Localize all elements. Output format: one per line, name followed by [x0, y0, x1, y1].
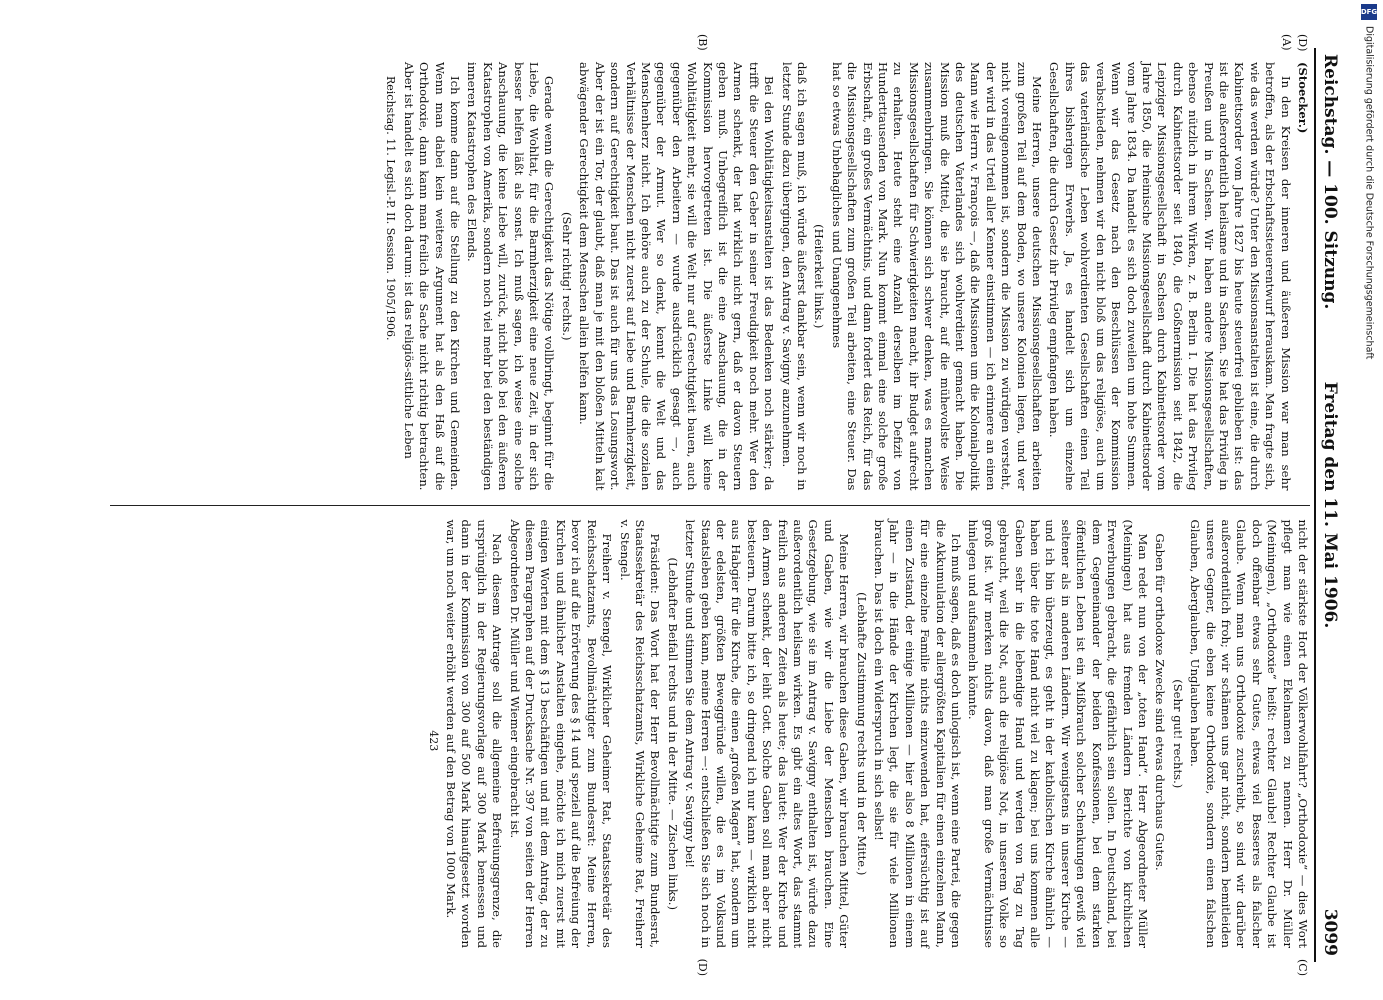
interjection: (Lebhafte Zustimmung rechts und in der Mitte.) [854, 592, 869, 876]
margin-marker-a: (A) [1280, 34, 1293, 51]
margin-marker-d: (D) [1296, 34, 1309, 52]
interjection: (Lebhafter Beifall rechts und in der Mitte. — Zischen links.) [665, 557, 680, 911]
right-column [110, 505, 1310, 976]
margin-marker-d2: (D) [696, 958, 709, 976]
header-center: Freitag den 11. Mai 1906. [1320, 381, 1340, 629]
running-header [1314, 48, 1342, 962]
paragraph: nicht der stärkste Hort der Völkerwohlfahrt? „Orthodoxie“ — dies Wort pflegt man wie einen Ekelnamen zu nennen. Herr Dr. Müller (Meiningen), „Orthodoxie“ heißt: rechter Glaube! Rechter Glaube ist doch offenbar etwas sehr Gutes, etwas viel Besseres als falscher Glaube. Wenn man uns Orthodoxie zuschreibt, so sind wir darüber außerordentlich froh; wir schämen uns gar nicht, sondern bemitleiden unsere Gegner, die eben keine Orthodoxie, sondern einen falschen Glauben, Aberglauben, Unglauben haben. [1188, 519, 1310, 948]
paragraph: Bei den Wohltätigkeitsanstalten ist das Bedenken noch stärker; da trifft die Steuer den Geber in seiner Freudigkeit noch mehr. Wer den Armen schenkt, der hat wirklich nicht gern, daß er davon Steuern geben muß. Unbegreiflich ist die eine Anschauung, die in der Kommission hervorgetreten ist. Die äußerste Linke will keine Wohltätigkeit mehr, sie will die Welt nur auf Gerechtigkeit bauen, auch gegenüber den Arbeitern — wurde ausdrücklich gesagt —, auch gegenüber der Armut. Wer so denkt, kennt die Welt und das Menschenherz nicht. Ich gehöre auch zu der Schule, die die sozialen Verhältnisse der Menschen nicht zuerst auf Liebe und Barmherzigkeit, sondern auf Gerechtigkeit baut. Das ist auch für uns das Losungswort. Aber der ist ein Tor, der glaubt, daß man je mit den bloßen Mitteln kalt abwägender Gerechtigkeit dem Menschen allein helfen kann. [577, 62, 777, 491]
header-left: Reichstag. — 100. Sitzung. [1320, 54, 1340, 310]
paragraph: Nach diesem Antrage soll die allgemeine Befreiungsgrenze, die ursprünglich in der Regierungsvorlage auf 300 Mark bemessen und dann in der Kommission von 300 auf 500 Mark hinaufgesetzt worden war, um noch weiter erhöht werden auf den Betrag von 1000 Mark. [444, 519, 505, 948]
paragraph: Meine Herren, wir brauchen diese Gaben, wir brauchen Mittel, Güter und Gaben, wie wir die Liebe der Menschen brauchen. Eine Gesetzgebung, wie sie im Antrag v. Savigny enthalten ist, würde dazu außerordentlich heilsam wirken. Es gibt ein altes Wort, das stammt freilich aus anderen Zeiten als heute; das lautet: Wer der Kirche und den Armen schenkt, der leiht Gott. Solche Gaben soll man aber nicht besteuern. Darum bitte ich, so dringend ich nur kann — wirklich nicht aus Habgier für die Kirche, die einen „großen Magen“ hat, sondern um der edelsten, größten Beweggründe willen, die es im Volksund Staatsleben geben kann, meine Herren —: entschließen Sie sich noch in letzter Stunde und stimmen Sie dem Antrag v. Savigny bei! [683, 519, 852, 948]
digitization-strip [1359, 4, 1379, 996]
speaker-line: (Stoecker.) [1296, 62, 1310, 134]
interjection: (Sehr richtig! rechts.) [559, 211, 574, 341]
header-page-number: 3099 [1320, 908, 1340, 957]
rotated-page [60, 30, 1350, 980]
paragraph: Gaben für orthodoxe Zwecke sind etwas durchaus Gutes. [1153, 533, 1168, 871]
bottom-page-number: 423 [426, 730, 440, 752]
paragraph: Meine Herren, unsere deutschen Missionsgesellschaften arbeiten zum großen Teil auf dem Boden, wo unsere Kolonien liegen, und wer nicht voreingenommen ist, sondern die Mission zu würdigen versteht, der wird in das Urteil aller Kenner einstimmen — ich erinnere an einen Mann wie Herrn v. François —, daß die Missionen um die Kolonialpolitik des deutschen Vaterlandes sich wohlverdient gemacht haben. Die Mission muß die Mittel, die sie braucht, auf die mühevollste Weise zusammenbringen. Sie können sich schwer denken, was es manchen Missionsgesellschaften für Schwierigkeiten macht, ihr Budget aufrecht zu erhalten. Heute steht eine Anzahl derselben im Defizit von Hunderttausenden von Mark. Nun kommt einmal eine solche große Erbschaft, ein großes Vermächtnis, und dann fordert das Reich, für das die Missionsgesellschaften zum großen Teil arbeiten, eine Steuer. Das hat so etwas Unbehagliches und Unangenehmes [829, 62, 1045, 491]
margin-marker-c: (C) [1296, 959, 1309, 976]
president-paragraph: Präsident: Das Wort hat der Herr Bevollmächtigte zum Bundesrat, Staatssekretär des Reichsschatzamts, Wirkliche Geheime Rat, Freiherr v. Stengel. [617, 519, 663, 948]
dfg-logo: DFG [1361, 4, 1377, 20]
paragraph: Ich muß sagen, daß es doch unlogisch ist, wenn eine Partei, die gegen die Akkumulation der allergrößten Kapitalien für einen einzelnen Mann, für eine einzelne Familie nichts einzuwenden hat, eifersüchtig ist auf einen Zustand, der einige Millionen — hier also 8 Millionen in einem Jahr — in die Hände der Kirchen legt, die sie für viele Millionen brauchen. Das ist doch ein Widerspruch in sich selbst! [872, 519, 964, 948]
paragraph: daß ich sagen muß, ich würde äußerst dankbar sein, wenn wir noch in letzter Stunde dazu übergingen, den Antrag v. Savigny anzunehmen. [779, 62, 809, 491]
paragraph: Ich komme dann auf die Stellung zu den Kirchen und Gemeinden. Wenn man dabei kein weiteres Argument hat als den Haß auf die Orthodoxie, dann kann man freilich die Sache nicht richtig betrachten. Aber ist handelt es sich doch darum: ist das religiös-sittliche Leben [401, 62, 463, 491]
paragraph: Freiherr v. Stengel, Wirklicher Geheimer Rat, Staatssekretär des Reichsschatzamts, Bevollmächtigter zum Bundesrat: Meine Herren, bevor ich auf die Erörterung des § 14 und speziell auf die Befreiung der Kirchen und ähnlicher Anstalten eingehe, möchte ich mich zuerst mit einigen Worten mit dem § 13 beschäftigen und mit dem Antrag, der zu diesem Paragraphen auf der Drucksache Nr. 397 von seiten der Herren Abgeordneten Dr. Müller und Wiemer eingebracht ist. [507, 519, 615, 948]
left-column [110, 34, 1310, 505]
interjection: (Sehr gut! rechts.) [1170, 679, 1185, 789]
footer-session-line: Reichstag. 11. Legisl.-P. II. Session. 1905/1906. [384, 76, 398, 341]
margin-marker-b: (B) [696, 34, 709, 51]
paragraph: In den Kreisen der inneren und äußeren Mission war man sehr betroffen, als der Erbschaftssteuerentwurf herauskam. Man fragte sich, wie das werden würde? Unter den Missionsanstalten ist eine, die durch Kabinettsorder vom Jahre 1827 bis heute steuerfrei geblieben ist: das ist die außerordentlich heilsame und in Sachsen. Sie hat das Privileg in Preußen und in Sachsen. Wir haben andere Missionsgesellschaften, ebenso nützlich in ihrem Wirken, z. B. Berlin I. Die hat das Privileg durch Kabinettsorder seit 1840, die Goßnermission seit 1842, die Leipziger Missionsgesellschaft in Sachsen durch Kabinettsorder vom Jahre 1850, die rheinische Missionsgesellschaft durch Kabinettsorder vom Jahre 1834. Da handelt es sich doch zuweilen um hohe Summen. Wenn wir das Gesetz nach den Beschlüssen der Kommission verabschieden, nehmen wir den nicht bloß um das religiöse, auch um das vaterländische Leben wohlverdienten Gesellschaften einen Teil ihres bisherigen Erwerbs. Ja, es handelt sich um einzelne Gesellschaften, die durch Gesetz ihr Privileg empfangen haben. [1047, 62, 1293, 491]
paragraph: Man redet nun von der „toten Hand“. Herr Abgeordneter Müller (Meiningen) hat aus fremden Ländern Berichte von kirchlichen Erwerbungen gebracht, die gefährlich sein sollen. In Deutschland, bei dem Gegeneinander der beiden Konfessionen, bei dem starken öffentlichen Leben ist ein Mißbrauch solcher Schenkungen gewiß viel seltener als in anderen Ländern. Wir wenigstens in unserer Kirche — und ich bin überzeugt, es geht in der katholischen Kirche ähnlich — haben über die tote Hand nicht viel zu klagen; bei uns kommen alle Gaben sehr in die lebendige Hand und werden von Tag zu Tag gebraucht, weil die Not, auch die religiöse Not, in unserem Volke so groß ist. Wir merken nichts davon, daß man große Vermächtnisse hinlegen und aufsammeln könnte. [966, 519, 1150, 948]
digitization-note: Digitalisierung gefördert durch die Deutsche Forschungsgemeinschaft [1363, 26, 1375, 360]
text-columns [110, 34, 1310, 976]
interjection: (Heiterkeit links.) [812, 224, 827, 329]
paragraph: Gerade wenn die Gerechtigkeit das Nötige vollbringt, beginnt für die Liebe, die Wohltat, für die Barmherzigkeit eine neue Zeit, in der sich besser helfen läßt als sonst. Ich muß sagen, ich weise eine solche Anschauung, die keine Liebe will, zurück, nicht bloß bei den äußeren Katastrophen von Amerika, sondern noch viel mehr bei den beständigen inneren Katastrophen des Elends. [465, 62, 557, 491]
